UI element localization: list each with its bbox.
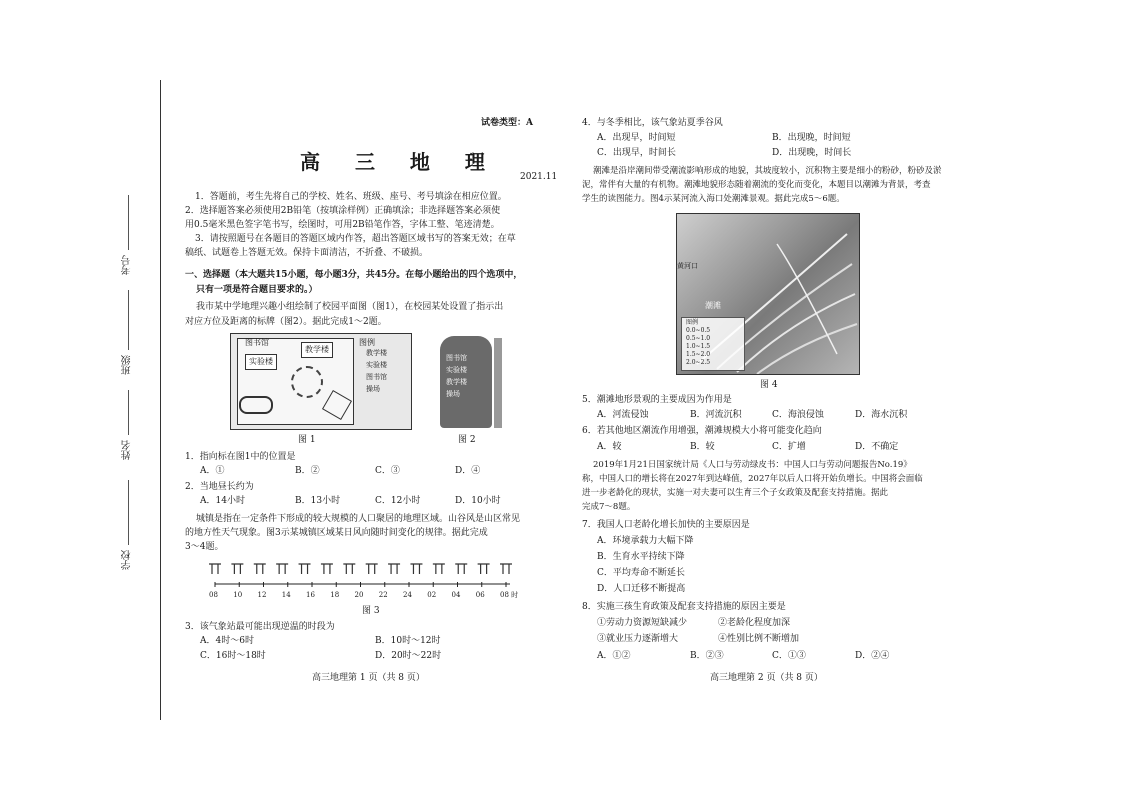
q5-option-d: D．海水沉积 <box>855 410 908 420</box>
fig3-wind-symbol-7 <box>366 564 378 574</box>
figure-2-pole <box>494 338 502 428</box>
fig1-legend-1: 教学楼 <box>366 349 387 357</box>
q3-option-d: D．20时～22时 <box>375 651 442 661</box>
question-5: 5．潮滩地形景观的主要成因为作用是 <box>582 395 732 405</box>
intro-2-line-2: 的地方性天气现象。图3示某城镇区域某日风向随时间变化的规律。据此完成 <box>185 528 488 538</box>
fig1-legend-3: 图书馆 <box>366 373 387 381</box>
q8-item-2: ②老龄化程度加深 <box>718 618 791 628</box>
intro-3-line-3: 学生的读图能力。图4示某河流入海口处潮滩景观。据此完成5～6题。 <box>582 194 845 204</box>
binding-label-school: 学校 <box>122 550 133 570</box>
q7-option-c: C．平均寿命不断延长 <box>597 568 685 578</box>
fig1-sports-track <box>239 396 273 414</box>
q8-option-b: B．②③ <box>690 651 724 661</box>
q6-option-a: A．较 <box>597 442 622 452</box>
note-line-5: 稿纸、试题卷上答题无效。保持卡面清洁，不折叠、不破损。 <box>185 248 429 258</box>
q5-option-c: C．海浪侵蚀 <box>772 410 824 420</box>
fig2-sign-1: 图书馆 <box>446 354 467 362</box>
q2-option-d: D．10小时 <box>455 496 501 506</box>
binding-label-id: 考号 <box>122 255 133 275</box>
q1-option-a: A．① <box>200 466 225 476</box>
binding-blank-id <box>128 195 129 250</box>
page-title: 高 三 地 理 <box>300 150 499 174</box>
fig1-teaching-label: 教学楼 <box>301 342 333 358</box>
intro-4-line-2: 称，中国人口的增长将在2027年到达峰值，2027年以后人口将开始负增长。中国将会面临 <box>582 474 923 484</box>
q8-option-d: D．②④ <box>855 651 890 661</box>
left-page-footer: 高三地理第 1 页（共 8 页） <box>312 673 425 683</box>
fig3-tick-0: 08 <box>209 591 218 599</box>
q4-option-a: A．出现早，时间短 <box>597 133 676 143</box>
fig3-wind-symbol-0 <box>209 564 221 574</box>
figure-1-campus-map <box>230 333 412 430</box>
fig3-tick-3: 14 <box>281 591 291 599</box>
fig3-wind-symbol-13 <box>500 564 512 574</box>
fig3-wind-symbol-9 <box>410 564 422 574</box>
figure-2-signboard <box>440 336 492 428</box>
question-2: 2．当地昼长约为 <box>185 482 254 492</box>
fig1-roundabout <box>291 366 323 398</box>
question-6: 6．若其他地区潮流作用增强，潮滩规模大小将可能变化趋向 <box>582 426 822 436</box>
fig4-legend-3: 1.0~1.5 <box>686 343 711 350</box>
binding-label-name: 姓名 <box>122 440 133 460</box>
q8-option-a: A．①② <box>597 651 631 661</box>
fig3-wind-symbol-10 <box>433 564 445 574</box>
q8-option-c: C．①③ <box>772 651 806 661</box>
fig3-wind-symbol-2 <box>254 564 266 574</box>
fig3-wind-symbol-3 <box>276 564 288 574</box>
q6-option-b: B．较 <box>690 442 715 452</box>
fig3-tick-8: 24 <box>403 591 412 599</box>
q4-option-c: C．出现早，时间长 <box>597 148 676 158</box>
question-4: 4．与冬季相比，该气象站夏季谷风 <box>582 118 723 128</box>
binding-blank-school <box>128 480 129 545</box>
fig4-legend <box>681 317 745 371</box>
q2-option-a: A．14小时 <box>200 496 245 506</box>
fig3-tick-10: 04 <box>451 591 461 599</box>
q6-option-d: D．不确定 <box>855 442 899 452</box>
q1-option-c: C．③ <box>375 466 400 476</box>
fig4-legend-2: 0.5~1.0 <box>686 335 711 342</box>
intro-4-line-4: 完成7～8题。 <box>582 502 636 512</box>
question-7: 7．我国人口老龄化增长加快的主要原因是 <box>582 520 750 530</box>
section-1-title-2: 只有一项是符合题目要求的。） <box>196 285 318 295</box>
fig4-river-mouth-label: 黄河口 <box>677 262 698 270</box>
exam-date: 2021.11 <box>520 172 558 182</box>
note-line-2: 2．选择题答案必须使用2B铅笔（按填涂样例）正确填涂；非选择题答案必须使 <box>185 206 501 216</box>
fig2-sign-3: 教学楼 <box>446 378 467 386</box>
fig3-wind-symbol-1 <box>231 564 243 574</box>
figure-4-caption: 图 4 <box>760 380 778 390</box>
intro-3-line-2: 泥，常伴有大量的有机物。潮滩地貌形态随着潮流的变化而变化，本题目以潮滩为背景，考查 <box>582 180 931 190</box>
fig3-tick-9: 02 <box>427 591 437 599</box>
q6-option-c: C．扩增 <box>772 442 806 452</box>
intro-2-line-3: 3～4题。 <box>185 542 224 552</box>
question-1: 1．指向标在图1中的位置是 <box>185 452 296 462</box>
intro-2-line-1: 城镇是指在一定条件下形成的较大规模的人口聚居的地理区域。山谷风是山区常见 <box>196 514 521 524</box>
intro-1-line-1: 我市某中学地理兴趣小组绘制了校园平面图（图1），在校园某处设置了指示出 <box>196 302 504 312</box>
fig4-legend-1: 0.0~0.5 <box>686 327 711 334</box>
q7-option-a: A．环境承载力大幅下降 <box>597 536 694 546</box>
fig2-sign-4: 操场 <box>446 390 460 398</box>
q4-option-b: B．出现晚，时间短 <box>772 133 851 143</box>
fig1-legend-4: 操场 <box>366 385 380 393</box>
q8-item-3: ③就业压力逐渐增大 <box>597 634 679 644</box>
fig3-wind-symbol-11 <box>455 564 467 574</box>
figure-2-caption: 图 2 <box>458 435 476 445</box>
fig3-tick-7: 22 <box>378 591 388 599</box>
q8-item-1: ①劳动力资源短缺减少 <box>597 618 688 628</box>
figure-4-tidal-flat-image <box>676 213 860 375</box>
fig3-tick-12: 08 时 <box>500 591 519 599</box>
question-3: 3．该气象站最可能出现逆温的时段为 <box>185 622 335 632</box>
intro-4-line-1: 2019年1月21日国家统计局《人口与劳动绿皮书：中国人口与劳动问题报告No.19》 <box>593 460 912 470</box>
q5-option-b: B．河流沉积 <box>690 410 742 420</box>
exam-type: 试卷类型：A <box>481 118 533 128</box>
fig3-wind-symbol-8 <box>388 564 400 574</box>
note-line-4: 3．请按照题号在各题目的答题区域内作答，超出答题区域书写的答案无效；在草 <box>195 234 516 244</box>
binding-blank-class <box>128 290 129 350</box>
q2-option-c: C．12小时 <box>375 496 421 506</box>
fig3-tick-4: 16 <box>306 591 315 599</box>
figure-3-caption: 图 3 <box>362 606 380 616</box>
q7-option-d: D．人口迁移不断提高 <box>597 584 686 594</box>
binding-blank-name <box>128 390 129 435</box>
q3-option-b: B．10时～12时 <box>375 636 441 646</box>
right-page-footer: 高三地理第 2 页（共 8 页） <box>710 673 823 683</box>
intro-3-line-1: 潮滩是沿岸潮间带受潮流影响形成的地貌，其坡度较小，沉积物主要是细小的粉砂，粉砂及淤 <box>593 166 942 176</box>
q7-option-b: B．生育水平持续下降 <box>597 552 685 562</box>
q8-item-4: ④性别比例不断增加 <box>718 634 800 644</box>
figure-1-caption: 图 1 <box>298 435 316 445</box>
fig3-tick-1: 10 <box>233 591 243 599</box>
section-1-title: 一、选择题（本大题共15小题，每小题3分，共45分。在每小题给出的四个选项中， <box>185 270 523 280</box>
intro-1-line-2: 对应方位及距离的标牌（图2）。据此完成1～2题。 <box>185 317 387 327</box>
fig1-lab-label: 实验楼 <box>245 354 277 370</box>
q1-option-b: B．② <box>295 466 320 476</box>
fig4-legend-title: 图例 <box>686 319 699 326</box>
fig3-wind-symbol-4 <box>299 564 311 574</box>
fig4-title: 潮滩 <box>705 301 721 310</box>
fig3-tick-11: 06 <box>475 591 485 599</box>
fig4-legend-5: 2.0~2.5 <box>686 359 711 366</box>
fig3-tick-2: 12 <box>257 591 267 599</box>
fig3-wind-symbol-12 <box>478 564 490 574</box>
fig1-legend-2: 实验楼 <box>366 361 387 369</box>
q2-option-b: B．13小时 <box>295 496 341 506</box>
q3-option-a: A．4时～6时 <box>200 636 254 646</box>
q3-option-c: C．16时～18时 <box>200 651 266 661</box>
fig3-tick-6: 20 <box>354 591 364 599</box>
q1-option-d: D．④ <box>455 466 481 476</box>
note-line-3: 用0.5毫米黑色签字笔书写，绘图时，可用2B铅笔作答，字体工整、笔迹清楚。 <box>185 220 500 230</box>
binding-label-class: 班级 <box>122 355 133 375</box>
note-line-1: 1．答题前，考生先将自己的学校、姓名、班级、座号、考号填涂在相应位置。 <box>195 192 507 202</box>
fig4-legend-4: 1.5~2.0 <box>686 351 711 358</box>
question-8: 8．实施三孩生育政策及配套支持措施的原因主要是 <box>582 602 786 612</box>
fig2-sign-2: 实验楼 <box>446 366 467 374</box>
fig1-legend-title: 图例 <box>359 338 375 347</box>
intro-4-line-3: 进一步老龄化的现状，实施一对夫妻可以生育三个子女政策及配套支持措施。据此 <box>582 488 889 498</box>
fig3-wind-symbol-5 <box>321 564 333 574</box>
fig3-tick-5: 18 <box>330 591 340 599</box>
q4-option-d: D．出现晚，时间长 <box>772 148 852 158</box>
binding-line <box>160 80 161 720</box>
fig3-wind-symbol-6 <box>343 564 355 574</box>
fig1-library-label: 图书馆 <box>245 338 269 347</box>
q5-option-a: A．河流侵蚀 <box>597 410 649 420</box>
